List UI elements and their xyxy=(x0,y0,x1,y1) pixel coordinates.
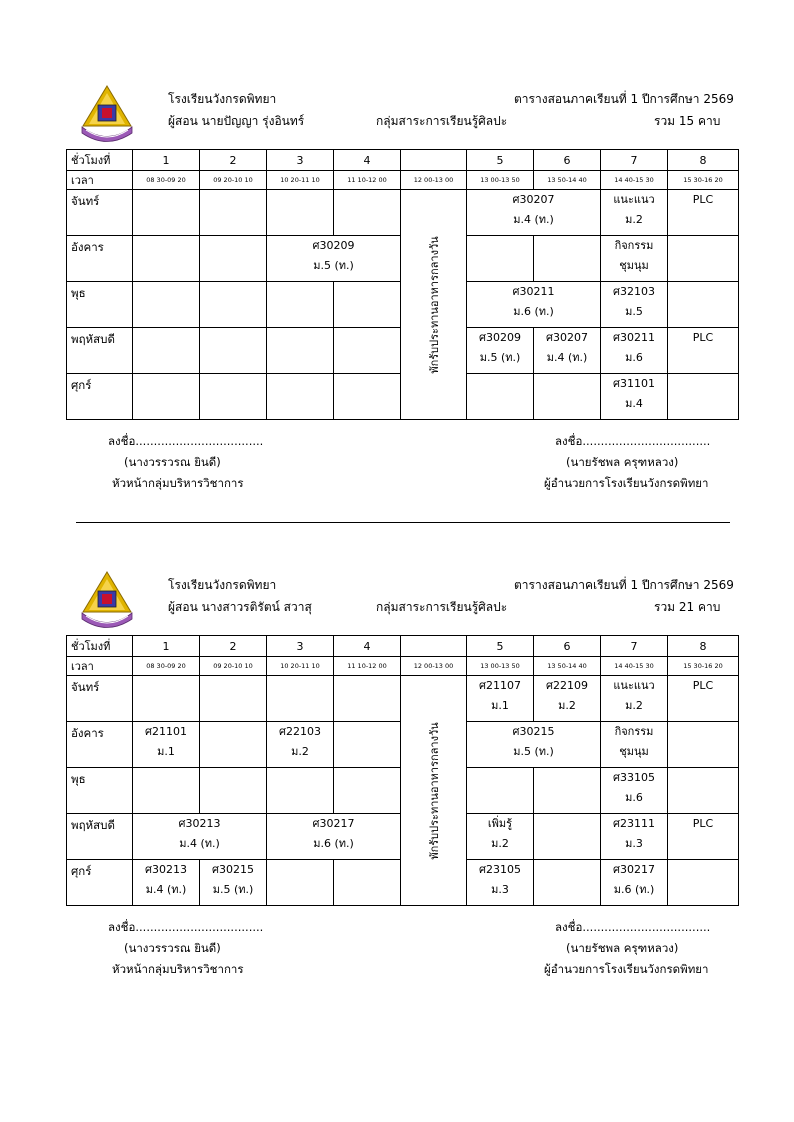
course-code: ศ23111 xyxy=(613,817,655,830)
course-code: ศ21101 xyxy=(145,725,187,738)
class-cell xyxy=(467,374,534,420)
class-level: ม.4 (ท.) xyxy=(145,883,187,896)
timetable xyxy=(66,149,739,420)
course-code: ศ30211 xyxy=(512,285,555,298)
school-logo-icon xyxy=(78,570,136,636)
class-cell xyxy=(200,860,267,906)
teacher-name: ผู้สอน นางสาวรติรัตน์ สวาสุ xyxy=(168,600,312,614)
class-cell xyxy=(334,190,401,236)
class-cell xyxy=(200,768,267,814)
period-header xyxy=(401,150,467,171)
class-cell xyxy=(200,236,267,282)
class-level: ม.5 xyxy=(625,305,643,318)
class-cell xyxy=(334,282,401,328)
course-code: ศ21107 xyxy=(479,679,521,692)
period-header: 6 xyxy=(534,150,601,171)
class-cell xyxy=(334,676,401,722)
time-slot: 10 20-11 10 xyxy=(267,171,334,190)
class-cell xyxy=(534,814,601,860)
course-code: ศ31101 xyxy=(613,377,655,390)
time-slot: 12 00-13 00 xyxy=(401,171,467,190)
course-code: ศ30217 xyxy=(312,817,355,830)
course-code: ศ30209 xyxy=(312,239,355,252)
class-cell xyxy=(334,722,401,768)
school-name: โรงเรียนวังกรดพิทยา xyxy=(168,92,277,106)
class-level: ม.1 xyxy=(157,745,175,758)
class-cell xyxy=(267,768,334,814)
day-label: ศุกร์ xyxy=(67,374,133,420)
class-level: ม.2 xyxy=(558,699,576,712)
period-header: 5 xyxy=(467,636,534,657)
course-code: ศ30211 xyxy=(613,331,655,344)
class-cell xyxy=(467,814,534,860)
time-label: เวลา xyxy=(67,171,133,190)
class-cell xyxy=(133,814,267,860)
class-cell xyxy=(601,190,668,236)
class-level: ม.5 (ท.) xyxy=(313,259,354,272)
class-cell xyxy=(267,676,334,722)
day-label: ศุกร์ xyxy=(67,860,133,906)
class-level: ม.1 xyxy=(491,699,509,712)
class-level: ม.6 (ท.) xyxy=(613,883,655,896)
course-code: ศ30215 xyxy=(212,863,254,876)
class-cell xyxy=(668,722,739,768)
time-slot: 08 30-09 20 xyxy=(133,657,200,676)
right-signer-title: ผู้อำนวยการโรงเรียนวังกรดพิทยา xyxy=(544,476,709,490)
class-cell xyxy=(200,722,267,768)
class-cell xyxy=(267,282,334,328)
class-level: ม.4 xyxy=(625,397,643,410)
class-level: ม.6 (ท.) xyxy=(513,305,554,318)
class-cell xyxy=(601,676,668,722)
day-label: พฤหัสบดี xyxy=(67,814,133,860)
timetable xyxy=(66,635,739,906)
class-cell xyxy=(601,860,668,906)
period-header: 7 xyxy=(601,150,668,171)
day-label: อังคาร xyxy=(67,236,133,282)
class-level: ชุมนุม xyxy=(619,259,649,272)
left-signer-title: หัวหน้ากลุ่มบริหารวิชาการ xyxy=(112,476,244,490)
class-cell xyxy=(668,814,739,860)
class-cell xyxy=(534,374,601,420)
time-slot: 13 50-14 40 xyxy=(534,657,601,676)
course-code: ศ32103 xyxy=(613,285,655,298)
cut-line xyxy=(76,522,730,523)
time-slot: 13 00-13 50 xyxy=(467,171,534,190)
left-signature-line: ลงชื่อ................................... xyxy=(108,434,264,448)
period-header: 1 xyxy=(133,150,200,171)
class-cell xyxy=(133,236,200,282)
course-code: ศ30207 xyxy=(546,331,588,344)
class-cell xyxy=(467,282,601,328)
class-level: ม.3 xyxy=(491,883,509,896)
class-cell xyxy=(334,374,401,420)
class-cell xyxy=(200,676,267,722)
class-cell xyxy=(467,236,534,282)
period-header: 8 xyxy=(668,150,739,171)
class-cell xyxy=(668,374,739,420)
class-level: ม.4 (ท.) xyxy=(546,351,588,364)
class-cell xyxy=(668,328,739,374)
class-cell xyxy=(668,236,739,282)
class-cell xyxy=(267,814,401,860)
class-cell xyxy=(133,328,200,374)
class-cell xyxy=(668,860,739,906)
class-cell xyxy=(601,722,668,768)
class-cell xyxy=(467,860,534,906)
class-cell xyxy=(334,768,401,814)
course-code: ศ30209 xyxy=(479,331,521,344)
class-cell xyxy=(601,374,668,420)
course-code: กิจกรรม xyxy=(614,239,654,252)
class-cell xyxy=(467,676,534,722)
class-cell xyxy=(601,814,668,860)
course-code: แนะแนว xyxy=(613,193,655,206)
class-level: ม.2 xyxy=(625,699,643,712)
period-header: 1 xyxy=(133,636,200,657)
class-cell xyxy=(267,190,334,236)
course-code: กิจกรรม xyxy=(614,725,654,738)
period-header: 3 xyxy=(267,636,334,657)
time-slot: 12 00-13 00 xyxy=(401,657,467,676)
class-cell xyxy=(133,768,200,814)
left-signer-name: (นางวรรวรณ ยินดี) xyxy=(124,941,221,955)
course-code: PLC xyxy=(692,331,714,344)
period-header: 2 xyxy=(200,636,267,657)
class-cell xyxy=(534,768,601,814)
day-label: จันทร์ xyxy=(67,190,133,236)
day-label: พุธ xyxy=(67,768,133,814)
class-level: ม.5 (ท.) xyxy=(479,351,521,364)
class-cell xyxy=(467,328,534,374)
period-header: 4 xyxy=(334,636,401,657)
period-header: 5 xyxy=(467,150,534,171)
time-slot: 14 40-15 30 xyxy=(601,171,668,190)
period-header: 8 xyxy=(668,636,739,657)
class-level: ม.3 xyxy=(625,837,643,850)
class-cell xyxy=(668,190,739,236)
period-header: 6 xyxy=(534,636,601,657)
course-code: ศ33105 xyxy=(613,771,655,784)
class-cell xyxy=(133,860,200,906)
class-cell xyxy=(534,676,601,722)
day-label: พฤหัสบดี xyxy=(67,328,133,374)
class-level: ม.4 (ท.) xyxy=(179,837,220,850)
left-signer-name: (นางวรรวรณ ยินดี) xyxy=(124,455,221,469)
day-row xyxy=(67,190,739,236)
class-cell xyxy=(534,860,601,906)
right-signature-line: ลงชื่อ................................... xyxy=(555,920,711,934)
class-cell xyxy=(668,282,739,328)
class-cell xyxy=(601,282,668,328)
class-cell xyxy=(267,328,334,374)
lunch-break-cell xyxy=(401,190,467,420)
right-signer-name: (นายรัชพล ครุฑหลวง) xyxy=(566,941,679,955)
course-code: ศ22103 xyxy=(279,725,321,738)
class-cell xyxy=(267,236,401,282)
lunch-break-label: พักรับประทานอาหารกลางวัน xyxy=(427,721,441,860)
time-slot: 09 20-10 10 xyxy=(200,171,267,190)
class-cell xyxy=(200,190,267,236)
course-code: เพิ่มรู้ xyxy=(487,817,513,830)
left-signer-title: หัวหน้ากลุ่มบริหารวิชาการ xyxy=(112,962,244,976)
course-code: แนะแนว xyxy=(613,679,655,692)
time-slot: 11 10-12 00 xyxy=(334,171,401,190)
class-cell xyxy=(267,722,334,768)
total-periods: รวม 21 คาบ xyxy=(654,600,721,614)
schedule-title: ตารางสอนภาคเรียนที่ 1 ปีการศึกษา 2569 xyxy=(514,578,734,592)
right-signer-title: ผู้อำนวยการโรงเรียนวังกรดพิทยา xyxy=(544,962,709,976)
class-cell xyxy=(668,768,739,814)
class-level: ม.5 (ท.) xyxy=(513,745,554,758)
course-code: ศ22109 xyxy=(546,679,588,692)
time-slot: 13 50-14 40 xyxy=(534,171,601,190)
class-level: ม.6 xyxy=(625,791,643,804)
class-cell xyxy=(467,768,534,814)
time-slot: 15 30-16 20 xyxy=(668,657,739,676)
course-code: ศ23105 xyxy=(479,863,521,876)
time-slot: 11 10-12 00 xyxy=(334,657,401,676)
class-cell xyxy=(133,190,200,236)
course-code: ศ30207 xyxy=(512,193,555,206)
class-level: ชุมนุม xyxy=(619,745,649,758)
time-slot: 10 20-11 10 xyxy=(267,657,334,676)
period-header-label: ชั่วโมงที่ xyxy=(67,150,133,171)
class-cell xyxy=(601,236,668,282)
lunch-break-cell xyxy=(401,676,467,906)
period-header-label: ชั่วโมงที่ xyxy=(67,636,133,657)
course-code: ศ30217 xyxy=(613,863,655,876)
day-label: จันทร์ xyxy=(67,676,133,722)
class-cell xyxy=(133,282,200,328)
class-cell xyxy=(668,676,739,722)
course-code: ศ30215 xyxy=(512,725,555,738)
time-label: เวลา xyxy=(67,657,133,676)
total-periods: รวม 15 คาบ xyxy=(654,114,721,128)
period-header xyxy=(401,636,467,657)
class-level: ม.2 xyxy=(291,745,309,758)
class-cell xyxy=(534,236,601,282)
left-signature-line: ลงชื่อ................................... xyxy=(108,920,264,934)
course-code: PLC xyxy=(692,817,714,830)
class-cell xyxy=(334,328,401,374)
subject-group: กลุ่มสาระการเรียนรู้ศิลปะ xyxy=(376,600,508,614)
class-cell xyxy=(200,282,267,328)
time-slot: 13 00-13 50 xyxy=(467,657,534,676)
time-slot: 08 30-09 20 xyxy=(133,171,200,190)
subject-group: กลุ่มสาระการเรียนรู้ศิลปะ xyxy=(376,114,508,128)
class-cell xyxy=(133,374,200,420)
class-cell xyxy=(534,328,601,374)
day-label: พุธ xyxy=(67,282,133,328)
period-header: 3 xyxy=(267,150,334,171)
class-cell xyxy=(267,374,334,420)
lunch-break-label: พักรับประทานอาหารกลางวัน xyxy=(427,235,441,374)
period-header: 4 xyxy=(334,150,401,171)
class-cell xyxy=(601,328,668,374)
right-signature-line: ลงชื่อ................................... xyxy=(555,434,711,448)
class-level: ม.2 xyxy=(491,837,509,850)
day-label: อังคาร xyxy=(67,722,133,768)
course-code: ศ30213 xyxy=(145,863,187,876)
class-cell xyxy=(200,374,267,420)
period-header: 7 xyxy=(601,636,668,657)
class-level: ม.4 (ท.) xyxy=(513,213,554,226)
schedule-title: ตารางสอนภาคเรียนที่ 1 ปีการศึกษา 2569 xyxy=(514,92,734,106)
course-code: ศ30213 xyxy=(178,817,221,830)
class-cell xyxy=(133,722,200,768)
class-level: ม.2 xyxy=(625,213,643,226)
time-slot: 15 30-16 20 xyxy=(668,171,739,190)
time-slot: 09 20-10 10 xyxy=(200,657,267,676)
right-signer-name: (นายรัชพล ครุฑหลวง) xyxy=(566,455,679,469)
period-header: 2 xyxy=(200,150,267,171)
class-level: ม.6 xyxy=(625,351,643,364)
course-code: PLC xyxy=(692,679,714,692)
day-row xyxy=(67,676,739,722)
class-level: ม.5 (ท.) xyxy=(212,883,254,896)
school-logo-icon xyxy=(78,84,136,150)
school-name: โรงเรียนวังกรดพิทยา xyxy=(168,578,277,592)
class-cell xyxy=(467,190,601,236)
class-cell xyxy=(133,676,200,722)
class-level: ม.6 (ท.) xyxy=(313,837,354,850)
class-cell xyxy=(334,860,401,906)
class-cell xyxy=(467,722,601,768)
teacher-name: ผู้สอน นายปัญญา รุ่งอินทร์ xyxy=(168,114,305,128)
time-slot: 14 40-15 30 xyxy=(601,657,668,676)
course-code: PLC xyxy=(692,193,714,206)
class-cell xyxy=(267,860,334,906)
class-cell xyxy=(601,768,668,814)
class-cell xyxy=(200,328,267,374)
